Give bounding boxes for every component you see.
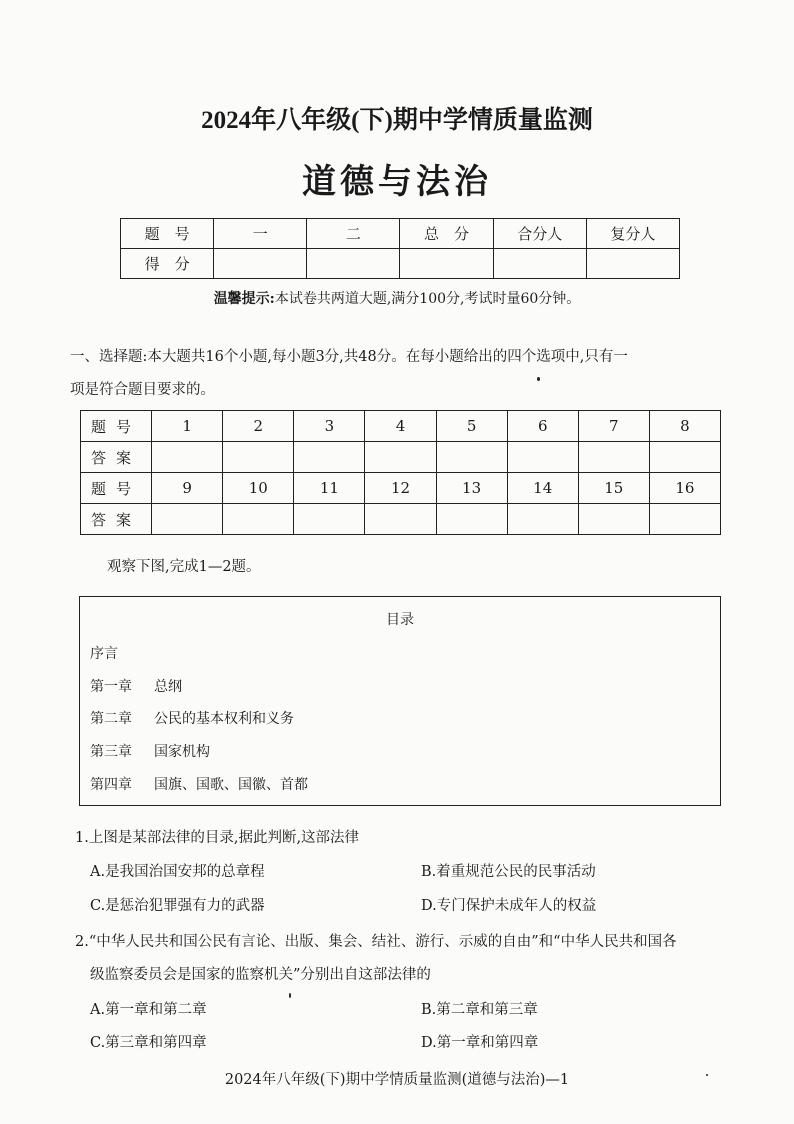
question-2-option-a[interactable]: A.第一章和第二章 (90, 1002, 207, 1018)
answer-cell[interactable] (507, 442, 578, 473)
question-number: 5 (436, 411, 507, 442)
question-1-option-b[interactable]: B.着重规范公民的民事活动 (421, 864, 596, 880)
answer-cell[interactable] (294, 442, 365, 473)
toc-title: 目录 (386, 612, 414, 628)
exam-title: 2024年八年级(下)期中学情质量监测 (201, 107, 593, 134)
toc-chapter-name: 公民的基本权利和义务 (154, 711, 294, 727)
answer-cell[interactable] (152, 504, 223, 535)
question-number: 13 (436, 473, 507, 504)
answer-blank-row (81, 442, 721, 473)
score-cell: 复分人 (586, 219, 679, 249)
score-blank-cell[interactable] (214, 249, 307, 279)
answer-cell[interactable] (294, 504, 365, 535)
question-number: 8 (649, 411, 720, 442)
answer-cell[interactable] (223, 442, 294, 473)
toc-chapter-name: 国旗、国歌、国徽、首都 (154, 777, 308, 793)
hint-text: 本试卷共两道大题,满分100分,考试时量60分钟。 (274, 291, 581, 307)
question-number: 15 (578, 473, 649, 504)
question-number: 6 (507, 411, 578, 442)
toc-chapter-number: 第一章 (90, 679, 132, 695)
question-number: 10 (223, 473, 294, 504)
answer-cell[interactable] (649, 442, 720, 473)
hint-label: 温馨提示: (213, 291, 275, 307)
answer-cell[interactable] (365, 442, 436, 473)
question-number: 7 (578, 411, 649, 442)
subject-title: 道德与法治 (302, 162, 492, 202)
question-2-option-b[interactable]: B.第二章和第三章 (421, 1002, 538, 1018)
answer-cell[interactable] (436, 442, 507, 473)
toc-chapter-number: 第三章 (90, 744, 132, 760)
score-blank-cell[interactable] (400, 249, 493, 279)
score-cell: 一 (214, 219, 307, 249)
section1-heading-line2: 项是符合题目要求的。 (70, 382, 215, 398)
score-blank-cell[interactable] (586, 249, 679, 279)
answer-number-row (81, 411, 721, 442)
answer-cell[interactable] (223, 504, 294, 535)
answer-cell[interactable] (365, 504, 436, 535)
answer-cell[interactable] (152, 442, 223, 473)
number-label: 题号 (81, 411, 152, 442)
question-2-stem-cont: 级监察委员会是国家的监察机关”分别出自这部法律的 (90, 967, 431, 983)
question-2-stem: 2.“中华人民共和国公民有言论、出版、集会、结社、游行、示威的自由”和“中华人民共和国各 (75, 934, 677, 950)
toc-figure (79, 596, 721, 806)
question-number: 11 (294, 473, 365, 504)
number-label: 题号 (81, 473, 152, 504)
question-number: 14 (507, 473, 578, 504)
score-table-header-row (121, 219, 680, 249)
toc-chapter-name: 国家机构 (154, 744, 210, 760)
toc-chapter (90, 741, 210, 761)
question-number: 12 (365, 473, 436, 504)
observe-instruction: 观察下图,完成1—2题。 (107, 559, 261, 575)
question-1-option-d[interactable]: D.专门保护未成年人的权益 (421, 898, 597, 914)
toc-chapter (90, 676, 182, 696)
section1-heading-line1: 一、选择题:本大题共16个小题,每小题3分,共48分。在每小题给出的四个选项中,只有一 (70, 349, 628, 365)
page-footer: 2024年八年级(下)期中学情质量监测(道德与法治)—1 (224, 1072, 570, 1088)
question-1-option-c[interactable]: C.是惩治犯罪强有力的武器 (90, 898, 265, 914)
answer-table (80, 410, 721, 535)
score-cell: 合分人 (493, 219, 586, 249)
toc-preface: 序言 (90, 646, 118, 662)
question-number: 16 (649, 473, 720, 504)
answer-label: 答案 (81, 442, 152, 473)
score-blank-cell[interactable] (493, 249, 586, 279)
score-table (120, 218, 680, 279)
question-number: 2 (223, 411, 294, 442)
scan-speck (289, 993, 291, 998)
toc-chapter-name: 总纲 (154, 679, 182, 695)
toc-chapter-number: 第四章 (90, 777, 132, 793)
section1-heading (70, 341, 735, 407)
score-cell: 总 分 (400, 219, 493, 249)
toc-chapter (90, 774, 308, 794)
answer-cell[interactable] (578, 442, 649, 473)
score-table-score-row (121, 249, 680, 279)
answer-cell[interactable] (436, 504, 507, 535)
question-number: 1 (152, 411, 223, 442)
score-cell: 二 (307, 219, 400, 249)
question-number: 9 (152, 473, 223, 504)
toc-chapter-number: 第二章 (90, 711, 132, 727)
answer-blank-row (81, 504, 721, 535)
question-2-option-d[interactable]: D.第一章和第四章 (421, 1035, 539, 1051)
answer-number-row (81, 473, 721, 504)
answer-cell[interactable] (578, 504, 649, 535)
question-number: 4 (365, 411, 436, 442)
question-1-option-a[interactable]: A.是我国治国安邦的总章程 (90, 864, 265, 880)
score-cell: 题 号 (121, 219, 214, 249)
score-blank-cell[interactable] (307, 249, 400, 279)
answer-cell[interactable] (649, 504, 720, 535)
question-1-stem: 1.上图是某部法律的目录,据此判断,这部法律 (75, 830, 360, 846)
answer-label: 答案 (81, 504, 152, 535)
scan-speck (706, 1074, 708, 1076)
question-number: 3 (294, 411, 365, 442)
question-2-option-c[interactable]: C.第三章和第四章 (90, 1035, 207, 1051)
exam-hint (0, 288, 794, 308)
scan-speck (537, 377, 540, 381)
toc-chapter (90, 708, 294, 728)
score-row-label: 得 分 (121, 249, 214, 279)
answer-cell[interactable] (507, 504, 578, 535)
